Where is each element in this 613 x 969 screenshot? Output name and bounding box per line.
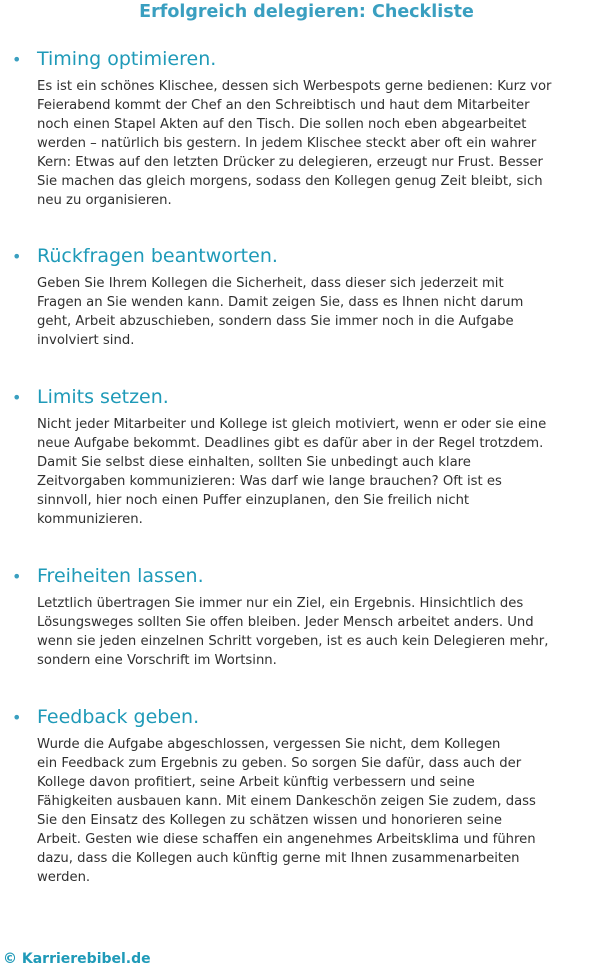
checklist-item-rueckfragen	[0, 243, 613, 348]
item-heading: Feedback geben.	[37, 706, 200, 728]
item-heading: Freiheiten lassen.	[37, 565, 204, 587]
bullet-icon: •	[12, 388, 22, 407]
copyright-footer: © Karrierebibel.de	[3, 951, 151, 967]
item-text: Letztlich übertragen Sie immer nur ein Ziel, ein Ergebnis. Hinsichtlich des Lösungsweges sollten Sie offen bleiben. Jeder Mensch arbeitet anders. Und wenn sie jeden einzelnen Schritt vorgeben, ist es auch kein Delegieren mehr, sondern eine Vorschrift im Wortsinn.	[37, 596, 549, 668]
item-heading: Limits setzen.	[37, 386, 169, 408]
checklist-item-limits	[0, 384, 613, 527]
checklist-item-freiheiten	[0, 563, 613, 668]
item-text: Wurde die Aufgabe abgeschlossen, vergessen Sie nicht, dem Kollegen ein Feedback zum Ergebnis zu geben. So sorgen Sie dafür, dass auch der Kollege davon profitiert, seine Arbeit künftig verbessern und seine Fähigkeiten ausbauen kann. Mit einem Dankeschön zeigen Sie zudem, dass Sie den Einsatz des Kollegen zu schätzen wissen und honorieren seine Arbeit. Gesten wie diese schaffen ein angenehmes Arbeitsklima und führen dazu, dass die Kollegen auch künftig gerne mit Ihnen zusammenarbeiten werden.	[37, 737, 536, 885]
checklist-item-feedback	[0, 704, 613, 885]
item-text: Nicht jeder Mitarbeiter und Kollege ist gleich motiviert, wenn er oder sie eine neue Aufgabe bekommt. Deadlines gibt es dafür aber in der Regel trotzdem. Damit Sie selbst diese einhalten, sollten Sie unbedingt auch klare Zeitvorgaben kommunizieren: Was darf wie lange brauchen? Oft ist es sinnvoll, hier noch einen Puffer einzuplanen, den Sie freilich nicht kommunizieren.	[37, 417, 547, 527]
bullet-icon: •	[12, 567, 22, 586]
bullet-icon: •	[12, 50, 22, 69]
item-heading: Timing optimieren.	[37, 48, 217, 70]
item-text: Geben Sie Ihrem Kollegen die Sicherheit, dass dieser sich jederzeit mit Fragen an Sie wenden kann. Damit zeigen Sie, dass es Ihnen nicht darum geht, Arbeit abzuschieben, sondern dass Sie immer noch in die Aufgabe involviert sind.	[37, 276, 524, 348]
item-heading: Rückfragen beantworten.	[37, 245, 278, 267]
bullet-icon: •	[12, 708, 22, 727]
checklist-item-timing	[0, 46, 613, 208]
bullet-icon: •	[12, 247, 22, 266]
item-text: Es ist ein schönes Klischee, dessen sich Werbespots gerne bedienen: Kurz vor Feierabend kommt der Chef an den Schreibtisch und haut dem Mitarbeiter noch einen Stapel Akten auf den Tisch. Die sollen noch eben abgearbeitet werden – natürlich bis gestern. In jedem Klischee steckt aber oft ein wahrer Kern: Etwas auf den letzten Drücker zu delegieren, erzeugt nur Frust. Besser Sie machen das gleich morgens, sodass den Kollegen genug Zeit bleibt, sich neu zu organisieren.	[37, 79, 552, 208]
page-title: Erfolgreich delegieren: Checkliste	[139, 2, 474, 22]
